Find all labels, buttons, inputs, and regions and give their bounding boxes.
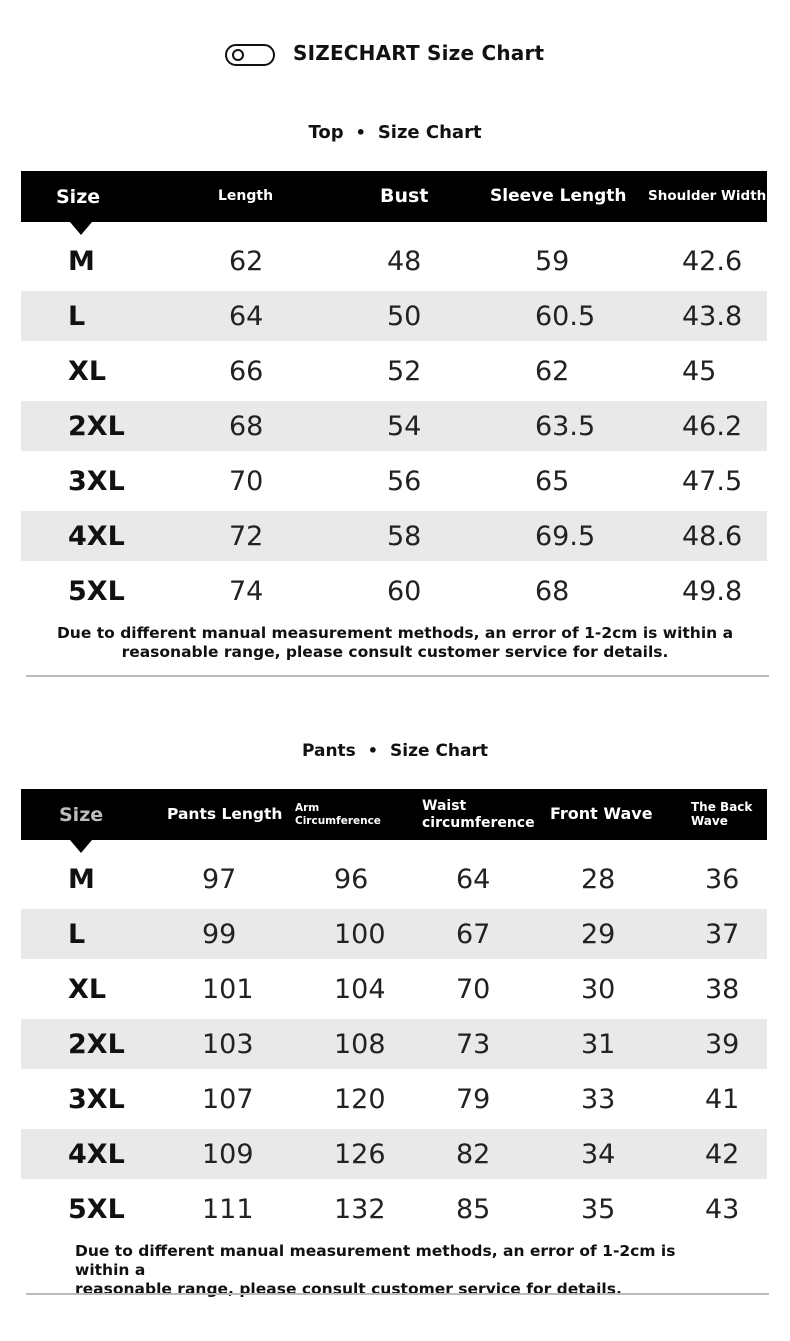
title-separator: •	[355, 123, 366, 142]
table-cell: 42.6	[682, 245, 743, 277]
top-disclaimer-line2: reasonable range, please consult customer service for details.	[121, 643, 669, 661]
pants-col-pants-length: Pants Length	[167, 804, 283, 823]
table-cell: 68	[229, 410, 264, 442]
table-cell: 60	[387, 575, 422, 607]
top-col-shoulder-width: Shoulder Width	[648, 187, 767, 204]
table-cell: 36	[705, 863, 740, 895]
table-cell: 96	[334, 863, 369, 895]
size-label: 3XL	[68, 1083, 125, 1115]
table-cell: 59	[535, 245, 570, 277]
table-cell: 120	[334, 1083, 386, 1115]
table-cell: 35	[581, 1193, 616, 1225]
table-cell: 100	[334, 918, 386, 950]
size-label: XL	[68, 973, 107, 1005]
table-cell: 64	[229, 300, 264, 332]
table-cell: 72	[229, 520, 264, 552]
pants-col-back-wave	[691, 789, 752, 840]
table-cell: 30	[581, 973, 616, 1005]
size-label: 2XL	[68, 410, 125, 442]
table-cell: 54	[387, 410, 422, 442]
size-label: 4XL	[68, 520, 125, 552]
toggle-icon	[225, 44, 275, 66]
top-table-header	[21, 171, 767, 222]
table-cell: 97	[202, 863, 237, 895]
top-title-right: Size Chart	[377, 122, 482, 143]
table-cell: 38	[705, 973, 740, 1005]
table-cell: 82	[456, 1138, 491, 1170]
table-row	[21, 854, 767, 904]
table-cell: 109	[202, 1138, 254, 1170]
table-cell: 41	[705, 1083, 740, 1115]
table-cell: 28	[581, 863, 616, 895]
top-size-header: Size	[56, 185, 101, 208]
table-cell: 43.8	[682, 300, 743, 332]
table-cell: 58	[387, 520, 422, 552]
table-row	[21, 291, 767, 341]
table-cell: 99	[202, 918, 237, 950]
pants-col-back-wave-line2: Wave	[691, 813, 728, 828]
pants-col-arm-line1: Arm	[295, 802, 320, 815]
pants-title-right: Size Chart	[390, 741, 489, 761]
table-cell: 101	[202, 973, 254, 1005]
page-header	[0, 38, 790, 74]
pants-disclaimer	[40, 1242, 730, 1299]
table-cell: 45	[682, 355, 717, 387]
title-separator: •	[367, 741, 379, 760]
pants-col-back-wave-line1: The Back	[691, 799, 753, 814]
table-cell: 49.8	[682, 575, 743, 607]
size-label: 4XL	[68, 1138, 125, 1170]
pants-col-front-wave: Front Wave	[550, 804, 653, 824]
table-cell: 132	[334, 1193, 386, 1225]
toggle-knob	[232, 49, 244, 61]
table-cell: 126	[334, 1138, 386, 1170]
page-title: SIZECHART Size Chart	[293, 41, 545, 65]
table-row	[21, 566, 767, 616]
pants-col-waist-line2: circumference	[422, 814, 535, 831]
table-cell: 63.5	[535, 410, 596, 442]
pants-title-left: Pants	[301, 741, 356, 761]
table-cell: 43	[705, 1193, 740, 1225]
table-cell: 79	[456, 1083, 491, 1115]
table-cell: 73	[456, 1028, 491, 1060]
pants-disclaimer-line1: Due to different manual measurement methods, an error of 1-2cm is within a	[75, 1242, 676, 1279]
top-section-title	[0, 122, 790, 143]
size-label: 3XL	[68, 465, 125, 497]
table-row	[21, 1184, 767, 1234]
table-row	[21, 511, 767, 561]
pants-col-arm-line2: Circumference	[295, 814, 381, 827]
size-label: 5XL	[68, 575, 125, 607]
size-label: L	[68, 300, 86, 332]
table-cell: 85	[456, 1193, 491, 1225]
table-cell: 67	[456, 918, 491, 950]
table-cell: 29	[581, 918, 616, 950]
size-pointer-arrow	[70, 840, 92, 853]
table-cell: 111	[202, 1193, 254, 1225]
table-cell: 64	[456, 863, 491, 895]
table-row	[21, 1074, 767, 1124]
table-cell: 70	[229, 465, 264, 497]
table-row	[21, 346, 767, 396]
table-cell: 52	[387, 355, 422, 387]
table-row	[21, 1019, 767, 1069]
size-label: 5XL	[68, 1193, 125, 1225]
table-cell: 70	[456, 973, 491, 1005]
table-cell: 48	[387, 245, 422, 277]
table-cell: 108	[334, 1028, 386, 1060]
table-cell: 34	[581, 1138, 616, 1170]
section-divider	[26, 675, 769, 677]
pants-col-waist-circumference	[422, 789, 535, 840]
table-cell: 33	[581, 1083, 616, 1115]
table-cell: 65	[535, 465, 570, 497]
table-cell: 103	[202, 1028, 254, 1060]
size-label: M	[68, 245, 95, 277]
table-cell: 47.5	[682, 465, 743, 497]
size-label: M	[68, 863, 95, 895]
size-label: XL	[68, 355, 107, 387]
table-row	[21, 401, 767, 451]
size-label: 2XL	[68, 1028, 125, 1060]
pants-col-arm-circumference	[295, 789, 381, 840]
table-cell: 107	[202, 1083, 254, 1115]
pants-disclaimer-line2: reasonable range, please consult customer service for details.	[75, 1280, 622, 1298]
table-cell: 60.5	[535, 300, 596, 332]
top-col-bust: Bust	[380, 184, 429, 207]
size-label: L	[68, 918, 86, 950]
table-row	[21, 909, 767, 959]
table-cell: 39	[705, 1028, 740, 1060]
table-cell: 56	[387, 465, 422, 497]
table-cell: 74	[229, 575, 264, 607]
top-disclaimer-line1: Due to different manual measurement methods, an error of 1-2cm is within a	[56, 624, 734, 642]
table-row	[21, 236, 767, 286]
pants-table-header	[21, 789, 767, 840]
table-row	[21, 456, 767, 506]
top-disclaimer	[40, 624, 750, 662]
table-cell: 68	[535, 575, 570, 607]
table-cell: 31	[581, 1028, 616, 1060]
table-cell: 62	[229, 245, 264, 277]
table-cell: 37	[705, 918, 740, 950]
table-cell: 62	[535, 355, 570, 387]
table-cell: 46.2	[682, 410, 743, 442]
table-cell: 48.6	[682, 520, 743, 552]
table-cell: 66	[229, 355, 264, 387]
section-divider	[26, 1293, 769, 1295]
table-cell: 42	[705, 1138, 740, 1170]
size-pointer-arrow	[70, 222, 92, 235]
pants-col-waist-line1: Waist	[422, 798, 467, 815]
table-row	[21, 1129, 767, 1179]
table-cell: 104	[334, 973, 386, 1005]
table-cell: 69.5	[535, 520, 596, 552]
top-col-sleeve-length: Sleeve Length	[490, 185, 627, 206]
table-row	[21, 964, 767, 1014]
table-cell: 50	[387, 300, 422, 332]
top-title-left: Top	[308, 122, 344, 143]
top-col-length: Length	[218, 188, 274, 205]
pants-size-header: Size	[59, 803, 104, 826]
pants-section-title	[0, 741, 790, 761]
